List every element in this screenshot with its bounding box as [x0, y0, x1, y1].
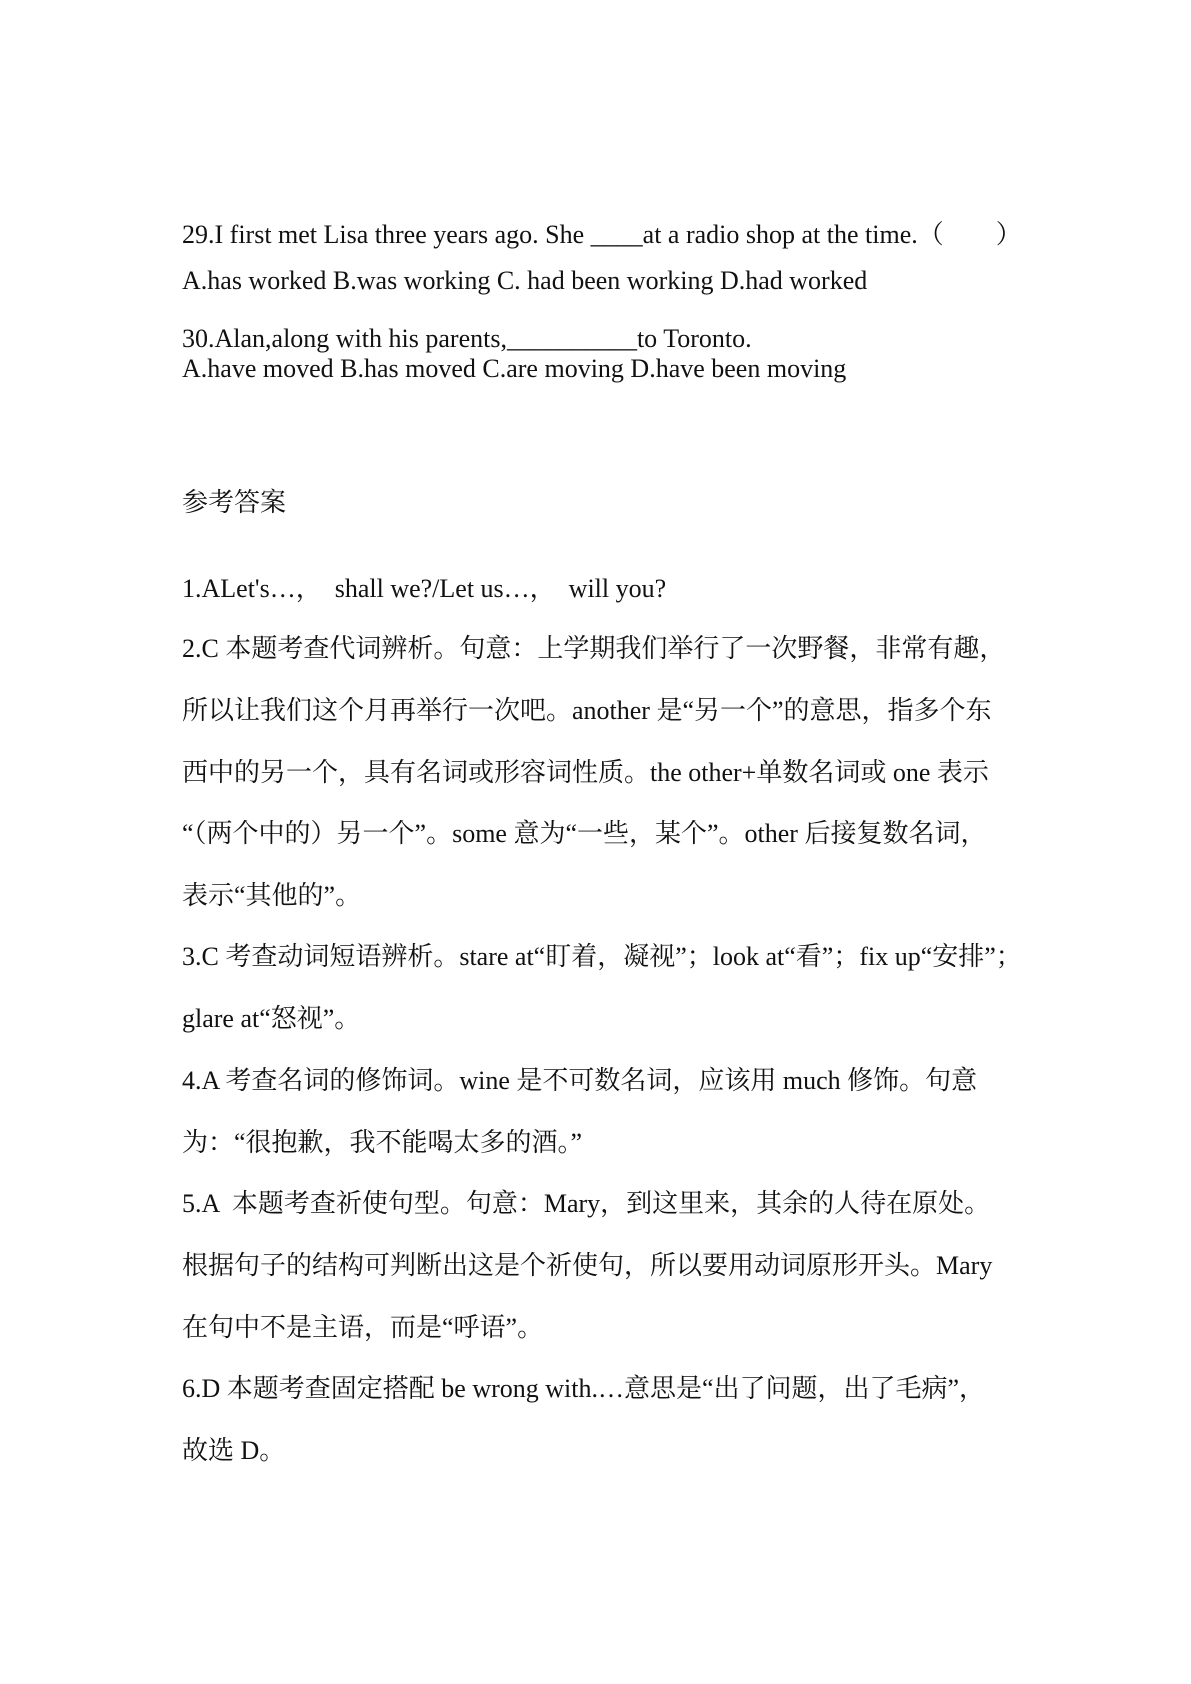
question-30-stem: 30.Alan,along with his parents,__________to Toronto.: [182, 324, 752, 353]
answer-2-line-1: 2.C 本题考查代词辨析。句意：上学期我们举行了一次野餐，非常有趣，: [182, 634, 1006, 663]
answer-2-line-3: 西中的另一个，具有名词或形容词性质。the other+单数名词或 one 表示: [182, 758, 989, 787]
question-30-options: A.have moved B.has moved C.are moving D.have been moving: [182, 354, 847, 383]
answer-6-line-1: 6.D 本题考查固定搭配 be wrong with.…意思是“出了问题，出了毛病”，: [182, 1374, 986, 1403]
answer-5-line-2: 根据句子的结构可判断出这是个祈使句，所以要用动词原形开头。Mary: [182, 1251, 993, 1280]
answer-5-line-3: 在句中不是主语，而是“呼语”。: [182, 1313, 544, 1342]
answer-5-line-1: 5.A 本题考查祈使句型。句意：Mary，到这里来，其余的人待在原处。: [182, 1189, 991, 1218]
question-29-stem: 29.I first met Lisa three years ago. She ____at a radio shop at the time.（ ）: [182, 220, 1022, 249]
answer-3-line-2: glare at“怒视”。: [182, 1004, 361, 1033]
answer-3-line-1: 3.C 考查动词短语辨析。stare at“盯着，凝视”；look at“看”；fix up“安排”；: [182, 942, 1022, 971]
answer-2-line-5: 表示“其他的”。: [182, 881, 362, 910]
answer-2-line-2: 所以让我们这个月再举行一次吧。another 是“另一个”的意思，指多个东: [182, 696, 992, 725]
answer-4-line-2: 为：“很抱歉，我不能喝太多的酒。”: [182, 1128, 583, 1157]
document-page: [182, 0, 1022, 1684]
answer-6-line-2: 故选 D。: [182, 1436, 286, 1465]
answer-2-line-4: “（两个中的）另一个”。some 意为“一些，某个”。other 后接复数名词，: [182, 819, 987, 848]
answers-heading: 参考答案: [182, 488, 287, 517]
answer-1-line-1: 1.ALet's…， shall we?/Let us…， will you?: [182, 574, 667, 603]
answer-4-line-1: 4.A 考查名词的修饰词。wine 是不可数名词，应该用 much 修饰。句意: [182, 1066, 978, 1095]
question-29-options: A.has worked B.was working C. had been working D.had worked: [182, 266, 868, 295]
